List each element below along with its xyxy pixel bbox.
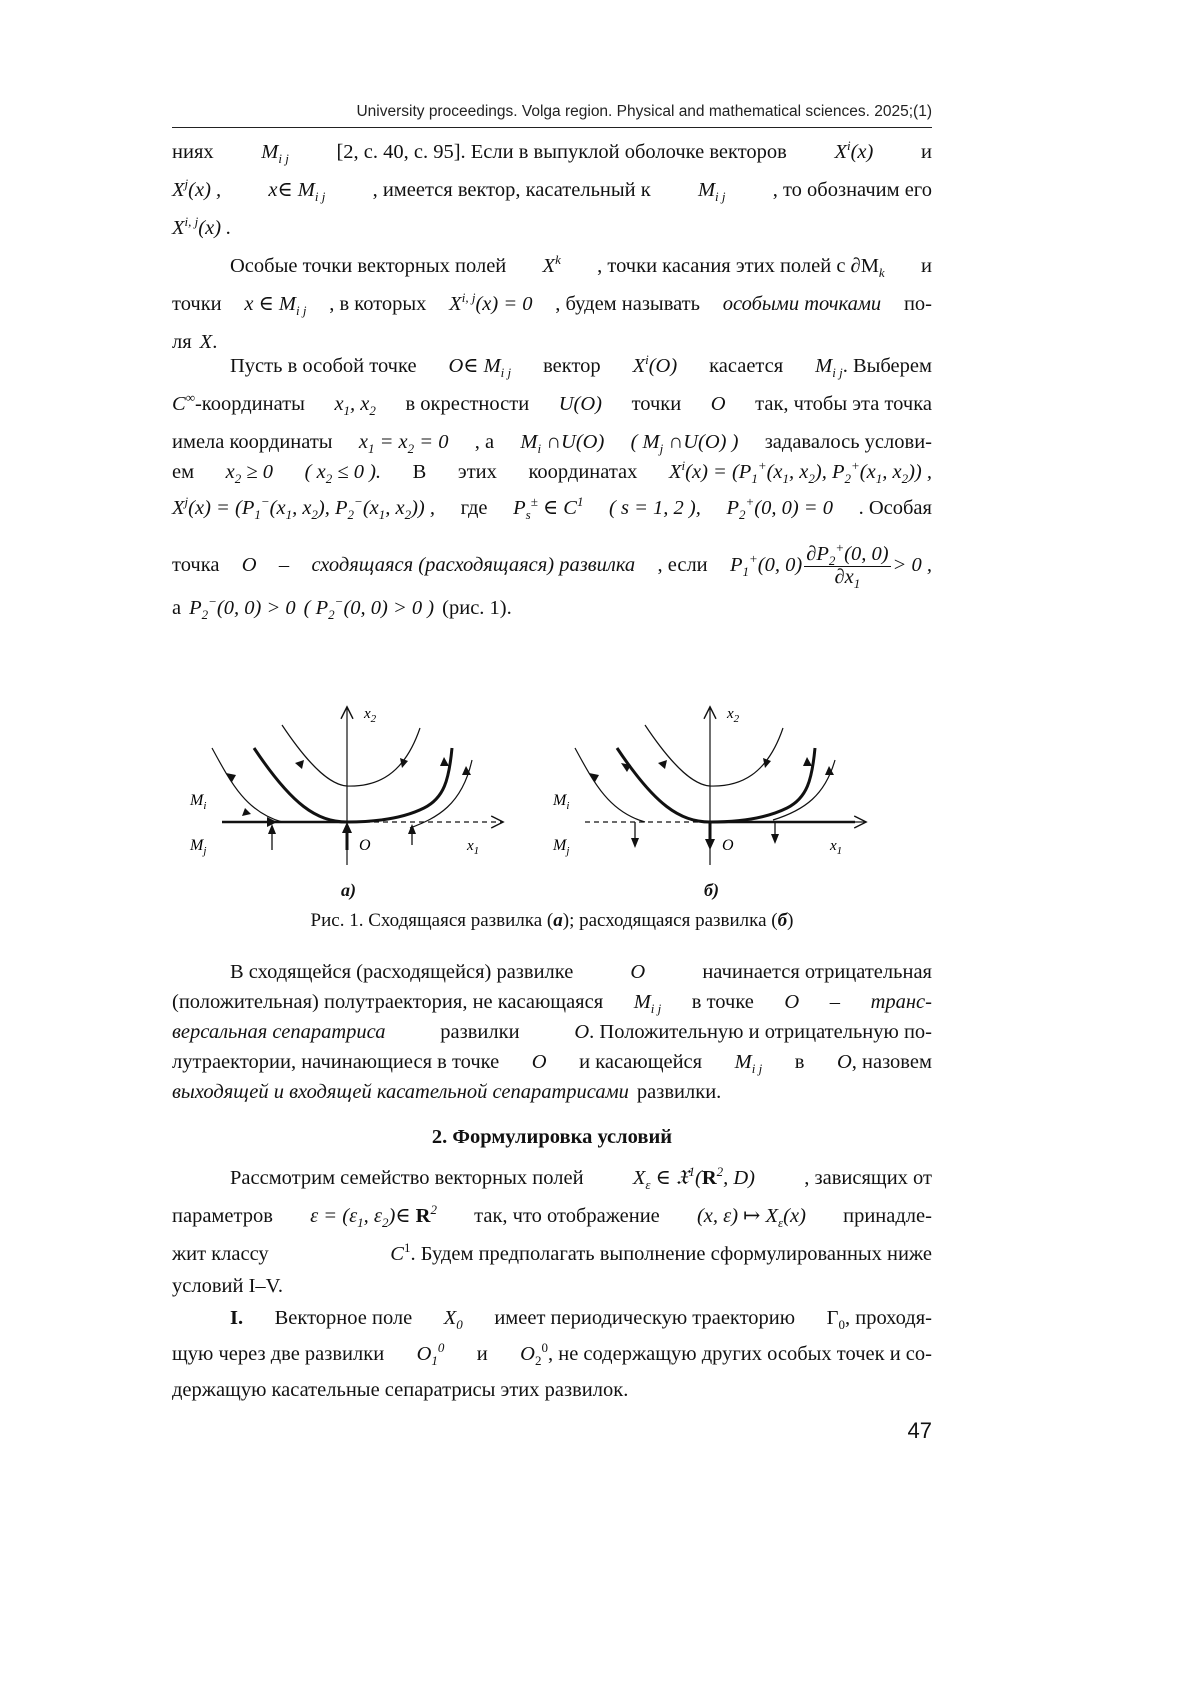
trajectory-left	[575, 748, 645, 822]
arrow-head	[803, 757, 812, 766]
axis-label-x1: $x_1$	[467, 838, 480, 857]
arrow-head	[763, 758, 771, 768]
tangent-separatrix	[254, 748, 452, 822]
arrow-head	[400, 758, 408, 768]
paragraph-3: Пусть в особой точке O∈ $M_{i j}$ вектор $X^i(O)$ касается $M_{i j}$. Выберем C∞-координаты $x_1$, $x_2$ в окрестности U(O) точки O так, чтобы эта точка имела координаты $x_1 = x_2 = 0$ , а $M_i$ ∩U(O) ( $M_j$ ∩U(O) ) задавалось услови- ем $x_2 \ge 0$ ( $x_2 \le 0$ ). В этих координатах $X^i(x) = (P_1^+(x_1$, $x_2$), $P_2^+(x_1$, $x_2$)) , $X^j(x) = (P_1^-(x_1$, $x_2$), $P_2^-(x_1$, $x_2$)) , где $P_s^\pm$ ∈ $C^1$ ( s = 1, 2 ), $P_2^+(0$, 0) = 0 . Особая точка O – сходящаяся (расходящаяся) развилка , если $P_1^+(0$, 0) $\frac{\partial P_2^+(0, 0)}{\partial x_1}$ > 0 , а $P_2^-(0$, 0) > 0 ( $P_2^-(0$, 0) > 0 ) (рис. 1).	[172, 352, 932, 623]
paragraph-4: В сходящейся (расходящейся) развилке O начинается отрицательная (положительная) полутраектория, не касающаяся $M_{i j}$ в точке O – транс- версальная сепаратриса развилки O. Положительную и отрицательную по- лутраектории, начинающиеся в точке O и касающейся $M_{i j}$ в O, назовем выходящей и входящей касательной сепаратрисами развилки.	[172, 961, 932, 1103]
mi-label: $M_i$	[190, 792, 207, 812]
paragraph-1: ниях $M_{i j}$ [2, с. 40, с. 95]. Если в выпуклой оболочке векторов $X^i(x)$ и $X^j(x)$ , x∈ $M_{i j}$ , имеется вектор, касательный к $M_{i j}$ , то обозначим его X$^{i, j}$(x) .	[172, 138, 932, 239]
section-heading: 2. Формулировка условий	[431, 1126, 673, 1148]
origin-label: O	[722, 837, 734, 854]
figure-label-a: а)	[341, 880, 356, 900]
mi-label: $M_i$	[553, 792, 570, 812]
page-number: 47	[907, 1418, 932, 1443]
arrow-head	[771, 834, 779, 844]
origin-label: O	[359, 837, 371, 854]
fraction-derivative: $\frac{\partial P_2^+(0, 0)}{\partial x_1}$	[806, 540, 889, 591]
figure-panel-b	[552, 706, 865, 865]
arrow-head	[408, 824, 416, 834]
arrow-head	[440, 757, 449, 766]
paragraph-6: I. Векторное поле $X_0$ имеет периодическую траекторию $\Gamma_0$, проходя- щую через две развилки $O_1^0$ и $O_2^0$, не содержащую других особых точек и со- держащую касательные сепаратрисы этих развилок.	[172, 1307, 932, 1401]
figure-panel-a	[189, 706, 502, 865]
mj-label: $M_j$	[553, 837, 570, 857]
paragraph-2: Особые точки векторных полей $X^k$ , точки касания этих полей с $\partial M_k$ и точки x ∈ $M_{i j}$ , в которых X$^{i, j}$(x) = 0 , будем называть особыми точками по- ля X.	[172, 252, 932, 353]
axis-label-x2: $x_2$	[364, 706, 377, 725]
arrow-head	[295, 760, 304, 769]
axis-label-x1: $x_1$	[830, 838, 843, 857]
figure-1	[172, 700, 932, 880]
figure-caption: Рис. 1. Сходящаяся развилка (а); расходящаяся развилка (б)	[310, 910, 794, 931]
mj-label: $M_j$	[190, 837, 207, 857]
header-rule	[172, 127, 932, 128]
trajectory-inner	[645, 725, 783, 786]
arrow-head	[631, 838, 639, 848]
arrow-head	[658, 760, 667, 769]
trajectory-inner	[282, 725, 420, 786]
arrow-head	[705, 839, 715, 850]
running-header: University proceedings. Volga region. Physical and mathematical sciences. 2025;(1)	[356, 103, 932, 120]
arrow-head	[242, 808, 251, 816]
axis-label-x2: $x_2$	[727, 706, 740, 725]
arrow-head	[342, 822, 352, 833]
figure-label-b: б)	[704, 880, 719, 900]
paragraph-5: Рассмотрим семейство векторных полей $X_\varepsilon$ ∈ $𝔛^1(R^2$, D) , зависящих от параметров $\varepsilon = (\varepsilon_1$, $\varepsilon_2)\in$ $R^2$ так, что отображение (x, ε) ↦ $X_\varepsilon(x)$ принадле- жит классу $C^1$. Будем предполагать выполнение сформулированных ниже условий I–V.	[172, 1164, 932, 1297]
tangent-separatrix	[617, 748, 815, 822]
